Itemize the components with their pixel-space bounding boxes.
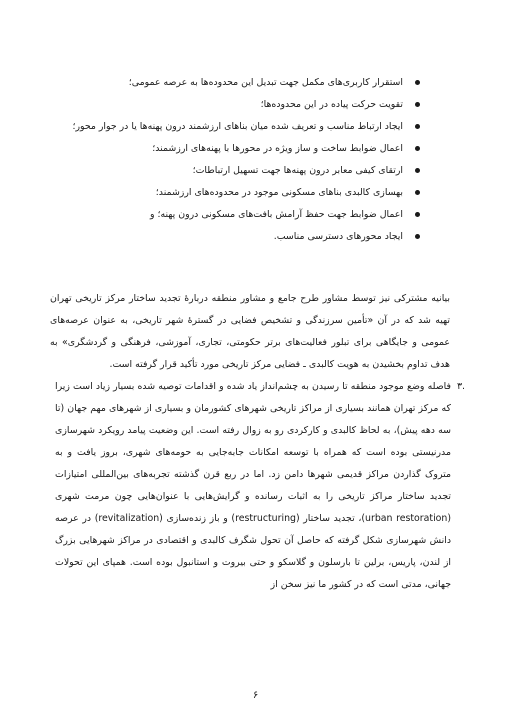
list-item: تقویت حرکت پیاده در این محدوده‌ها؛ bbox=[43, 94, 403, 116]
bullet-list bbox=[43, 72, 403, 248]
list-item: ایجاد ارتباط مناسب و تعریف شده میان بناهای ارزشمند درون پهنه‌ها یا در جوار محور؛ bbox=[43, 116, 403, 138]
paragraph-text: ، تجدید ساختار bbox=[303, 513, 362, 524]
list-item: استقرار کاربری‌های مکمل جهت تبدیل این محدوده‌ها به عرصه عمومی؛ bbox=[43, 72, 403, 94]
latin-term: restoration) bbox=[396, 513, 452, 524]
body-paragraph: بیانیه مشترکی نیز توسط مشاور طرح جامع و مشاور منطقه دربارهٔ تجدید ساختار مرکز تاریخی تهران تهیه شد که در آن «تأمین سرزندگی و تشخیص فضایی در گسترهٔ شهر تاریخی، به عنوان عرصه‌های عمومی و جایگاهی برای تبلور فعالیت‌های برتر حکومتی، تجاری، آموزشی، فرهنگی و گردشگری» به هدف تداوم بخشیدن به هویت کالبدی ـ فضایی مرکز تاریخی مورد تأکید قرار گرفته است. bbox=[50, 293, 450, 370]
list-item: اعمال ضوابط ساخت و ساز ویژه در محورها با پهنه‌های ارزشمند؛ bbox=[43, 138, 403, 160]
paragraph-text: فاصله وضع موجود منطقه تا رسیدن به چشم‌انداز یاد شده و اقدامات توصیه شده بسیار زیاد است زیرا که مرکز تهران همانند بسیاری از مراکز تاریخی شهرهای کشورمان و بسیاری از شهرهای مهم جهان (تا سه دهه پیش)، به لحاظ کالبدی و کارکردی رو به زوال رفته است. این وضعیت پیامد رویکرد شهرسازی مدرنیستی بوده است که همراه با توسعه امکانات جابه‌جایی به حومه‌های شهری، بروز یافت و به متروک گذاردن مراکز قدیمی شهرها دامن زد. اما در ربع قرن گذشته تجربه‌های بین‌المللی امتیازات تجدید ساختار مراکز تاریخی را به اثبات رسانده و گرایش‌هایی با عنوان‌هایی چون مرمت شهری bbox=[55, 381, 451, 502]
latin-term: (restructuring) bbox=[231, 513, 300, 524]
paragraph-text: در عرصه دانش شهرسازی شکل گرفته که حاصل آن تحول شگرف کالبدی و اقتصادی در مراکز شهرهایی بزرگ از لندن، پاریس، برلین تا بارسلون و گلاسکو و حتی بیروت و استانبول بوده است. همپای این تحولات جهانی، مدتی است که در کشور ما نیز سخن از bbox=[55, 513, 451, 590]
page-number: ۶ bbox=[252, 690, 259, 701]
paragraph-number: ۳. bbox=[456, 381, 465, 392]
paragraph-text: و باز زنده‌سازی bbox=[166, 513, 228, 524]
list-item: اعمال ضوابط جهت حفظ آرامش بافت‌های مسکونی درون پهنه؛ و bbox=[43, 204, 403, 226]
list-item: ایجاد محورهای دسترسی مناسب. bbox=[43, 226, 403, 248]
list-item: ارتقای کیفی معابر درون پهنه‌ها جهت تسهیل ارتباطات؛ bbox=[43, 160, 403, 182]
body-paragraph-numbered bbox=[55, 376, 451, 596]
list-item: بهسازی کالبدی بناهای مسکونی موجود در محدوده‌های ارزشمند؛ bbox=[43, 182, 403, 204]
latin-term: (revitalization) bbox=[94, 513, 163, 524]
latin-term: (urban bbox=[361, 513, 393, 524]
